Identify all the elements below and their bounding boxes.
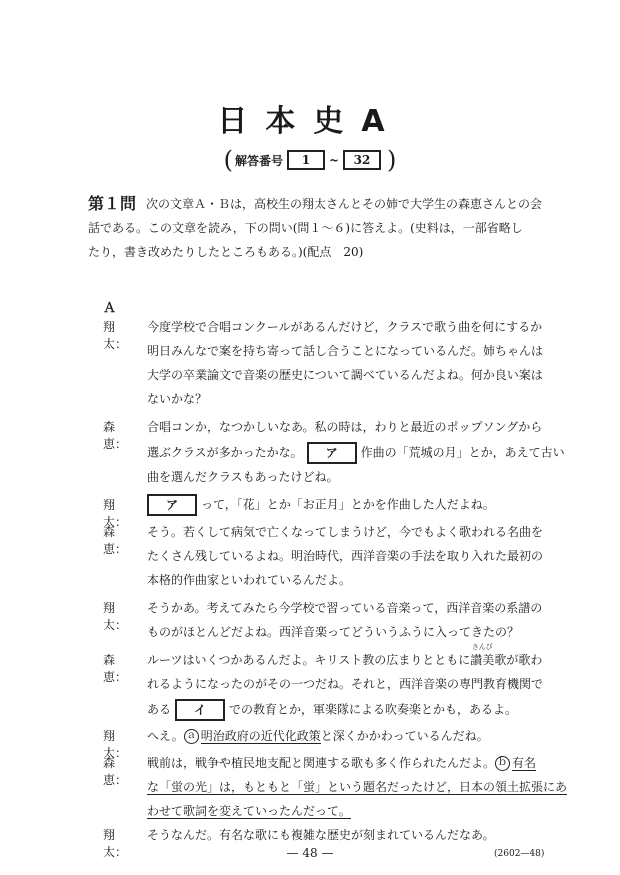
dialog-text: での教育とか，軍楽隊による吹奏楽とかも，あるよ。 [229, 702, 518, 717]
dialog-text: ルーツはいくつかあるんだよ。キリスト教の広まりとともに [147, 653, 471, 667]
intro-line: 次の文章Ａ・Ｂは，高校生の翔太さんとその姉で大学生の森恵さんとの会 [146, 197, 543, 211]
ruby-reading: さんび [471, 643, 493, 651]
page-number: — 48 — [286, 846, 334, 860]
speaker-morie: 森 恵： [103, 525, 128, 556]
question-heading: 第１問 [88, 194, 137, 213]
dialog-line [147, 778, 567, 795]
intro-line: 話である。この文章を読み，下の問い(問１～６)に答えよ。(史料は，一部省略し [88, 221, 523, 235]
dialog-text: ある [147, 702, 172, 717]
page-code: (2602—48) [494, 849, 545, 859]
speaker-morie: 森 恵： [103, 420, 128, 451]
answer-number-from: 1 [287, 150, 325, 170]
speaker-shota: 翔 太： [103, 601, 128, 632]
dialog-line [147, 699, 517, 721]
dialog-text: 選ぶクラスが多かったかな。 [147, 445, 303, 460]
dialog-line [147, 643, 543, 668]
dialog-text: 歌が歌わ [494, 653, 543, 667]
dialog-line: たくさん残しているよね。明治時代，西洋音楽の手法を取り入れた最初の [147, 549, 544, 563]
speaker-shota: 翔 太： [103, 729, 128, 760]
marker-b: ｂ [495, 756, 510, 771]
close-paren: ) [387, 146, 397, 174]
dialog-line: 合唱コンか，なつかしいなあ。私の時は，わりと最近のポップソングから [147, 420, 543, 434]
dialog-line [147, 442, 565, 464]
speaker-shota: 翔 太： [103, 320, 128, 351]
answer-number-range [0, 148, 620, 172]
dialog-text: 作曲の「荒城の月」とか，あえて古い [360, 445, 565, 460]
dialog-line: 明日みんなで案を持ち寄って話し合うことになっているんだ。姉ちゃんは [147, 344, 544, 358]
dialog-text: そうなんだ。有名な歌にも複雑な歴史が刻まれているんだなあ。 [147, 828, 495, 842]
underlined-phrase-b: わせて歌詞を変えていったんだって。 [147, 804, 351, 818]
answer-number-to: 32 [343, 150, 381, 170]
page-title: 日本史A [217, 104, 403, 139]
ruby-word [470, 643, 495, 668]
underlined-phrase-b: な「蛍の光」は，もともと「蛍」という題名だったけど，日本の領土拡張にあ [147, 780, 568, 794]
section-label: Ａ [103, 301, 117, 316]
answer-number-sep: ~ [328, 153, 340, 167]
dialog-line [147, 826, 495, 843]
answer-number-label: 解答番号 [234, 153, 283, 168]
dialog-text: って，「花」とか「お正月」とかを作曲した人だよね。 [201, 497, 495, 512]
underlined-phrase-a: 明治政府の近代化政策 [200, 729, 321, 743]
dialog-line [147, 802, 351, 819]
speaker-morie: 森 恵： [103, 653, 128, 684]
open-paren: ( [223, 146, 233, 174]
underlined-phrase-b: 有名 [512, 756, 537, 770]
dialog-line [147, 727, 489, 744]
dialog-line: そうかあ。考えてみたら今学校で習っている音楽って，西洋音楽の系譜の [147, 601, 543, 615]
marker-a: ａ [184, 729, 199, 744]
ruby-base: 讃美 [470, 653, 495, 667]
dialog-line: ないかな？ [147, 392, 208, 406]
dialog-line: そう。若くして病気で亡くなってしまうけど，今でもよく歌われる名曲を [147, 525, 544, 539]
dialog-text: と深くかかわっているんだね。 [320, 729, 489, 743]
dialog-line [143, 494, 495, 516]
blank-box-a: ア [307, 442, 357, 464]
intro-line: たり，書き改めたりしたところもある。)(配点 20) [88, 245, 364, 259]
dialog-text: へえ。 [147, 729, 184, 743]
speaker-morie: 森 恵： [103, 756, 128, 787]
dialog-text: 戦前は，戦争や植民地支配と関連する歌も多く作られたんだよ。 [147, 756, 496, 770]
dialog-line [147, 754, 536, 771]
dialog-line: ものがほとんどだよね。西洋音楽ってどういうふうに入ってきたの？ [147, 625, 520, 639]
dialog-line: 本格的作曲家といわれているんだよ。 [147, 573, 352, 587]
dialog-line: 大学の卒業論文で音楽の歴史について調べているんだよね。何か良い案は [147, 368, 543, 382]
speaker-shota: 翔 太： [103, 498, 128, 529]
dialog-line: れるようになったのがその一つだね。それと，西洋音楽の専門教育機関で [147, 677, 544, 691]
blank-box-i: イ [175, 699, 225, 721]
speaker-shota: 翔 太： [103, 826, 148, 860]
blank-box-a: ア [147, 494, 197, 516]
dialog-line: 今度学校で合唱コンクールがあるんだけど，クラスで歌う曲を何にするか [147, 320, 543, 334]
dialog-line: 曲を選んだクラスもあったけどね。 [147, 470, 339, 484]
